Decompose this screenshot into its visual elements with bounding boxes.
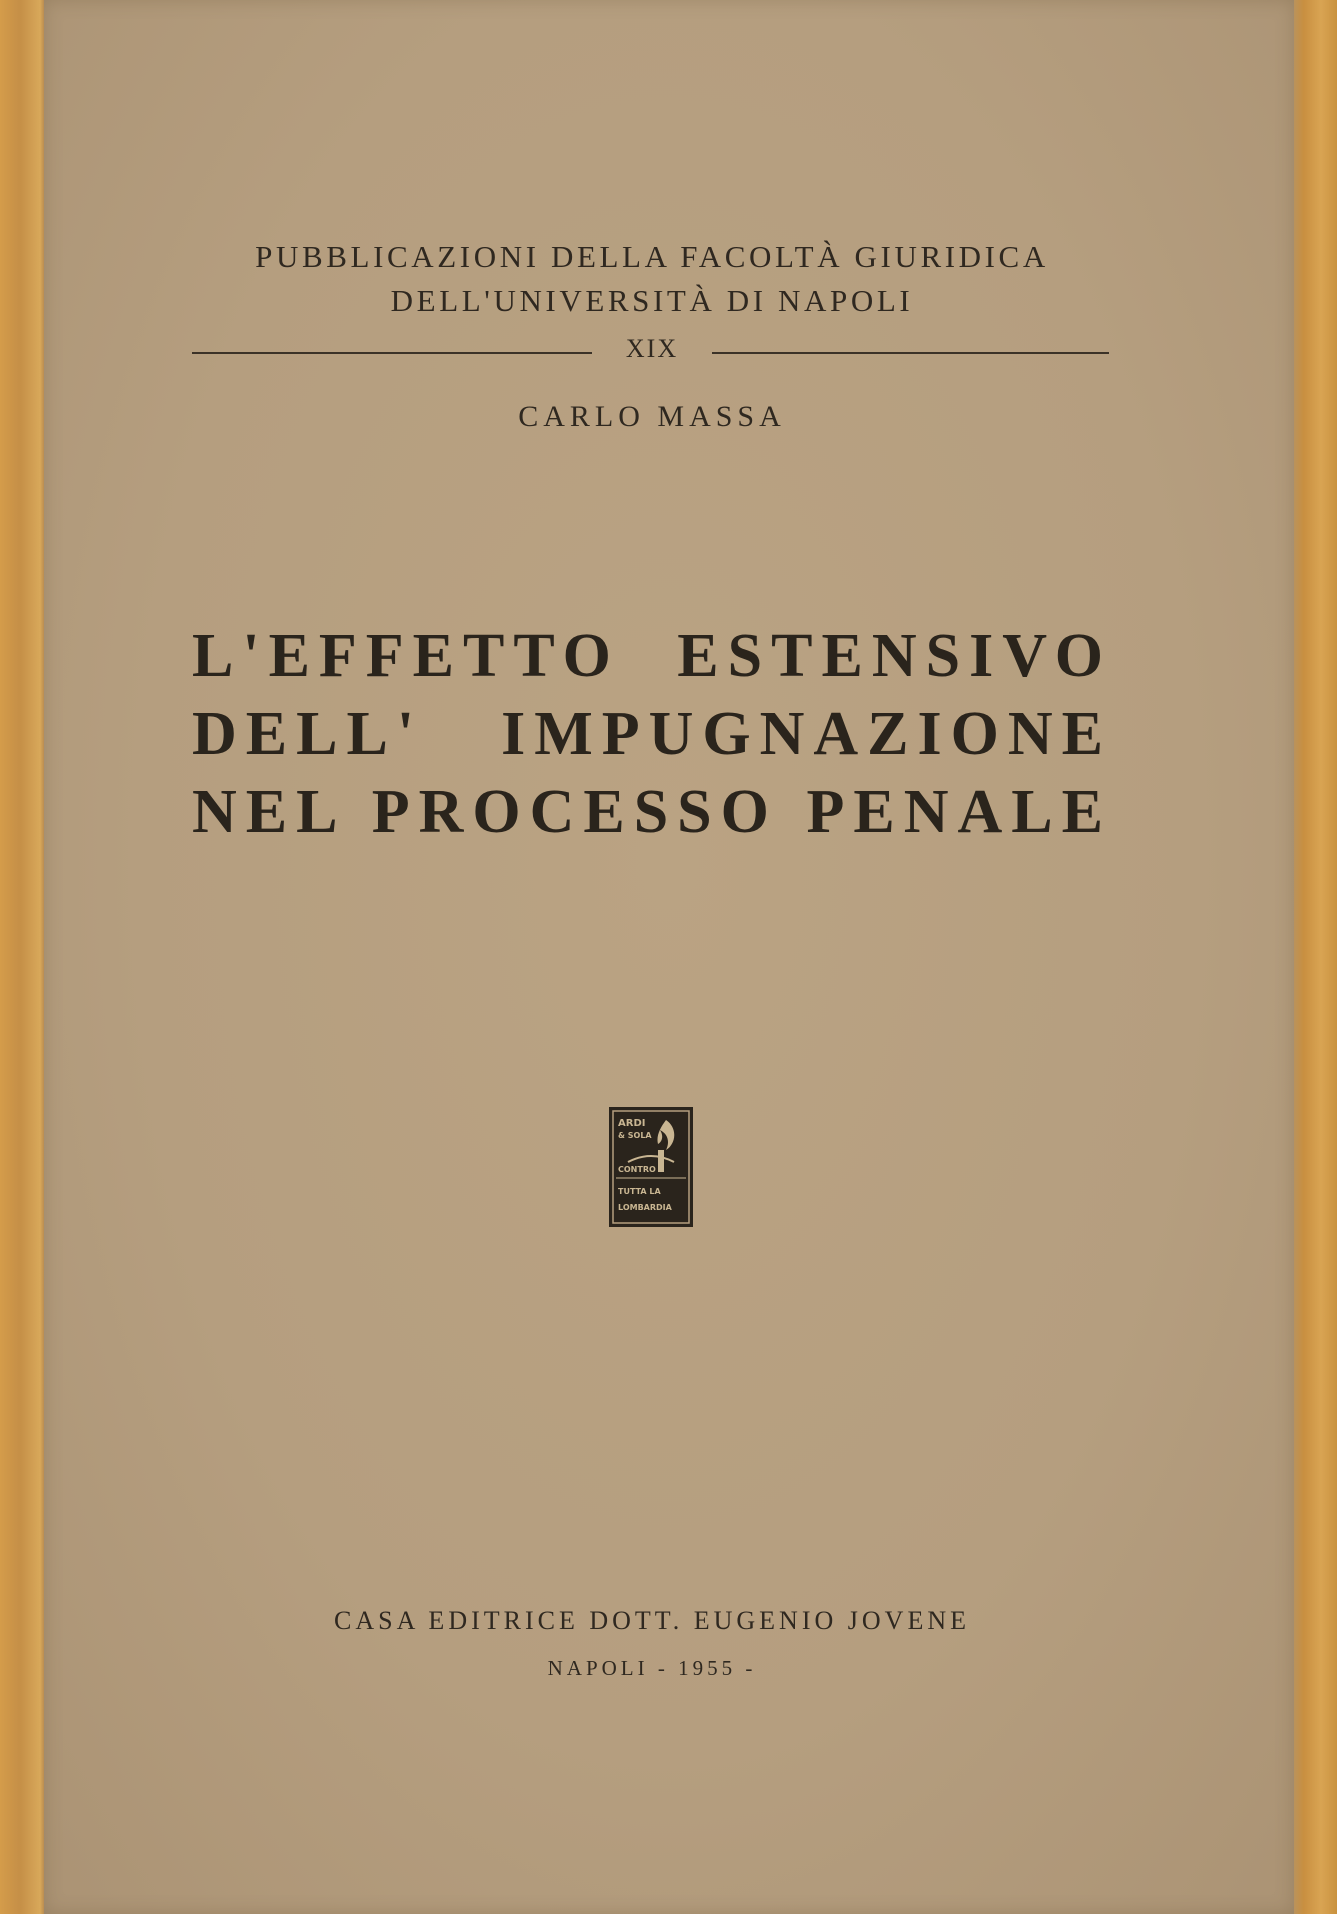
series-title-line-1: PUBBLICAZIONI DELLA FACOLTÀ GIURIDICA xyxy=(255,239,1049,274)
book-title-line-1: L'EFFETTO ESTENSIVO xyxy=(192,622,1112,690)
publisher-name: CASA EDITRICE DOTT. EUGENIO JOVENE xyxy=(334,1606,970,1635)
printer-mark-line-1: ARDI xyxy=(618,1118,646,1129)
book-title-line-3: NEL PROCESSO PENALE xyxy=(192,778,1112,846)
series-title-line-2: DELL'UNIVERSITÀ DI NAPOLI xyxy=(390,283,914,318)
place-and-year: NAPOLI - 1955 - xyxy=(547,1656,757,1680)
printer-mark-line-5: LOMBARDIA xyxy=(618,1203,672,1212)
volume-number: XIX xyxy=(625,334,679,363)
book-title-line-2: DELL' IMPUGNAZIONE xyxy=(192,700,1112,768)
printer-mark-line-3: CONTRO xyxy=(618,1165,656,1174)
printer-mark-logo xyxy=(608,1106,694,1228)
divider-right xyxy=(712,352,1109,354)
printer-mark-line-4: TUTTA LA xyxy=(618,1187,661,1196)
printer-mark-line-2: & SOLA xyxy=(618,1131,652,1140)
divider-left xyxy=(192,352,592,354)
author-name: CARLO MASSA xyxy=(518,400,786,433)
